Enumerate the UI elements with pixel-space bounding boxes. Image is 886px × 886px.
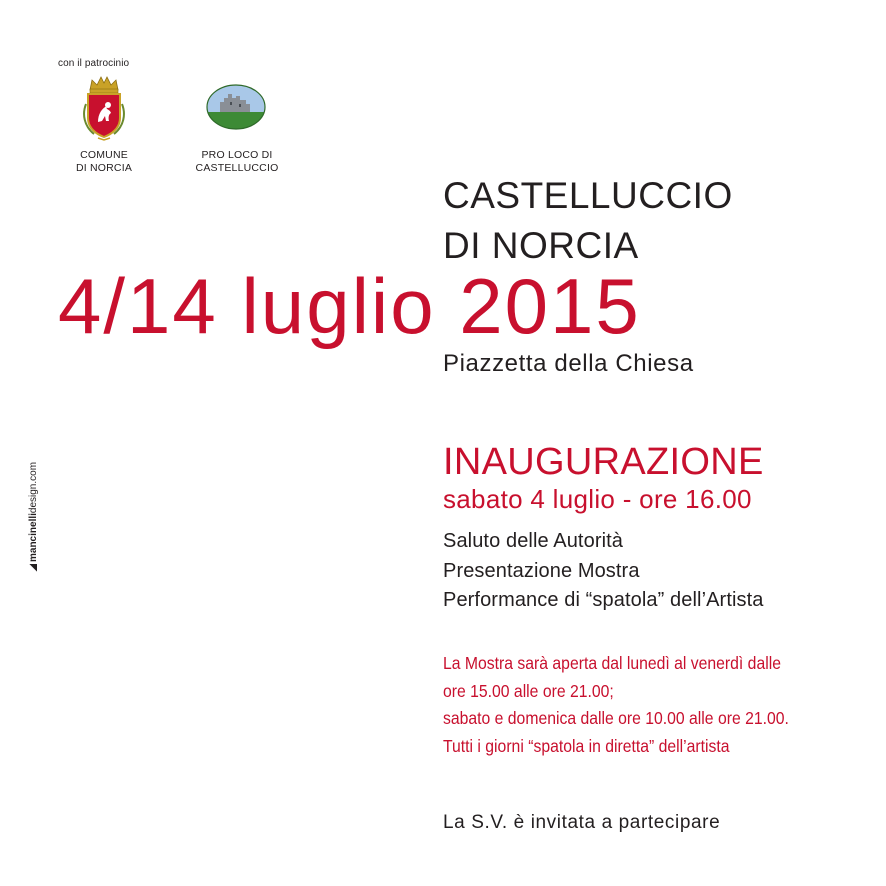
pro-loco-caption xyxy=(182,149,292,175)
event-date: 4/14 luglio 2015 xyxy=(58,262,641,350)
hours-line: La Mostra sarà aperta dal lunedì al venerdì dalle xyxy=(443,653,781,673)
hours-line: Tutti i giorni “spatola in diretta” dell’artista xyxy=(443,735,730,756)
credit-brand: mancinelli xyxy=(28,513,39,562)
program-item: Performance di “spatola” dell’Artista xyxy=(443,589,764,611)
designer-credit xyxy=(28,462,39,572)
invitation-text: La S.V. è invitata a partecipare xyxy=(443,812,721,833)
designer-logo-icon xyxy=(29,564,37,572)
credit-suffix: design.com xyxy=(28,461,39,514)
patronage-label: con il patrocinio xyxy=(58,58,130,69)
program-item: Presentazione Mostra xyxy=(443,560,640,582)
caption-line: DI NORCIA xyxy=(75,162,133,174)
program-item: Saluto delle Autorità xyxy=(443,530,624,552)
hours-line: ore 15.00 alle ore 21.00; xyxy=(443,680,614,701)
inauguration-time: sabato 4 luglio - ore 16.00 xyxy=(443,484,752,514)
title-line-1: CASTELLUCCIO xyxy=(443,175,733,216)
venue: Piazzetta della Chiesa xyxy=(443,350,694,377)
caption-line: CASTELLUCCIO xyxy=(195,162,279,174)
comune-norcia-crest-logo xyxy=(80,74,128,142)
hours-line: sabato e domenica dalle ore 10.00 alle ore 21.00. xyxy=(443,708,789,728)
comune-norcia-caption xyxy=(64,149,144,175)
caption-line: COMUNE xyxy=(80,149,128,161)
inauguration-heading: INAUGURAZIONE xyxy=(443,441,764,483)
title-line-2: DI NORCIA xyxy=(443,225,639,266)
pro-loco-castelluccio-logo xyxy=(206,84,266,130)
opening-hours xyxy=(443,650,789,760)
caption-line: PRO LOCO DI xyxy=(201,149,273,161)
